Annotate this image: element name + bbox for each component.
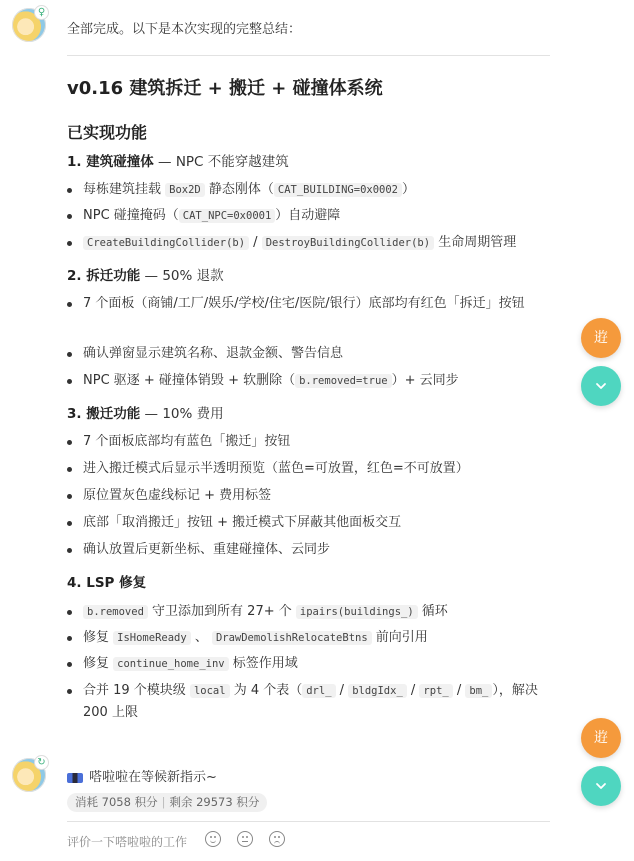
sad-face-icon[interactable]	[269, 831, 285, 847]
list-item: 修复 IsHomeReady 、 DrawDemolishRelocateBtns 前向引用	[67, 627, 550, 649]
assistant-avatar	[12, 758, 46, 792]
section-heading-3: 3. 搬迁功能 — 10% 费用	[67, 406, 224, 422]
list-item: 合并 19 个模块级 local 为 4 个表（ drl_ / bldgIdx_ / rpt_ / bm_ ），解决 200 上限	[67, 680, 550, 724]
quick-action-button-2[interactable]: 逰	[581, 718, 621, 758]
rate-prompt: 评价一下嗒啦啦的工作	[67, 835, 188, 849]
chevron-down-icon	[594, 379, 608, 393]
status-line	[67, 766, 217, 785]
chevron-down-icon	[594, 779, 608, 793]
neutral-face-icon[interactable]	[237, 831, 253, 847]
scroll-down-button[interactable]	[581, 366, 621, 406]
robot-emoji-icon	[67, 773, 83, 783]
divider	[67, 821, 550, 822]
list-item: 7 个面板（商铺/工厂/娱乐/学校/住宅/医院/银行）底部均有红色「拆迁」按钮	[67, 293, 542, 315]
section-heading-1: 1. 建筑碰撞体 — NPC 不能穿越建筑	[67, 154, 289, 170]
list-item: 7 个面板底部均有蓝色「搬迁」按钮	[67, 431, 550, 453]
section-subtitle: 已实现功能	[67, 123, 148, 142]
list-item: 确认放置后更新坐标、重建碰撞体、云同步	[67, 539, 550, 561]
list-item: 确认弹窗显示建筑名称、退款金额、警告信息	[67, 343, 550, 365]
quick-action-button[interactable]: 逰	[581, 318, 621, 358]
status-text: 嗒啦啦在等候新指示~	[89, 770, 217, 785]
message-title: v0.16 建筑拆迁 + 搬迁 + 碰撞体系统	[67, 78, 383, 99]
lightbulb-icon: ♀	[35, 6, 48, 19]
list-item: CreateBuildingCollider(b) / DestroyBuildingCollider(b) 生命周期管理	[67, 232, 550, 254]
list-item: NPC 驱逐 + 碰撞体销毁 + 软删除（ b.removed=true ）+ 云同步	[67, 370, 550, 392]
credit-usage-badge: 消耗 7058 积分 | 剩余 29573 积分	[67, 793, 267, 812]
section-heading-4: 4. LSP 修复	[67, 575, 147, 591]
assistant-avatar	[12, 8, 46, 42]
list-item: 进入搬迁模式后显示半透明预览（蓝色=可放置，红色=不可放置）	[67, 458, 550, 480]
list-item: NPC 碰撞掩码（ CAT_NPC=0x0001 ）自动避障	[67, 205, 550, 227]
scroll-down-button-2[interactable]	[581, 766, 621, 806]
divider	[67, 55, 550, 56]
list-item: 原位置灰色虚线标记 + 费用标签	[67, 485, 550, 507]
list-item: 修复 continue_home_inv 标签作用域	[67, 653, 550, 675]
list-item: 底部「取消搬迁」按钮 + 搬迁模式下屏蔽其他面板交互	[67, 512, 550, 534]
section-heading-2: 2. 拆迁功能 — 50% 退款	[67, 268, 224, 284]
happy-face-icon[interactable]	[205, 831, 221, 847]
intro-text: 全部完成。以下是本次实现的完整总结：	[67, 22, 302, 37]
list-item: b.removed 守卫添加到所有 27+ 个 ipairs(buildings_) 循环	[67, 601, 550, 623]
list-item: 每栋建筑挂载 Box2D 静态刚体（ CAT_BUILDING=0x0002 ）	[67, 179, 550, 201]
refresh-icon: ↻	[35, 756, 48, 769]
